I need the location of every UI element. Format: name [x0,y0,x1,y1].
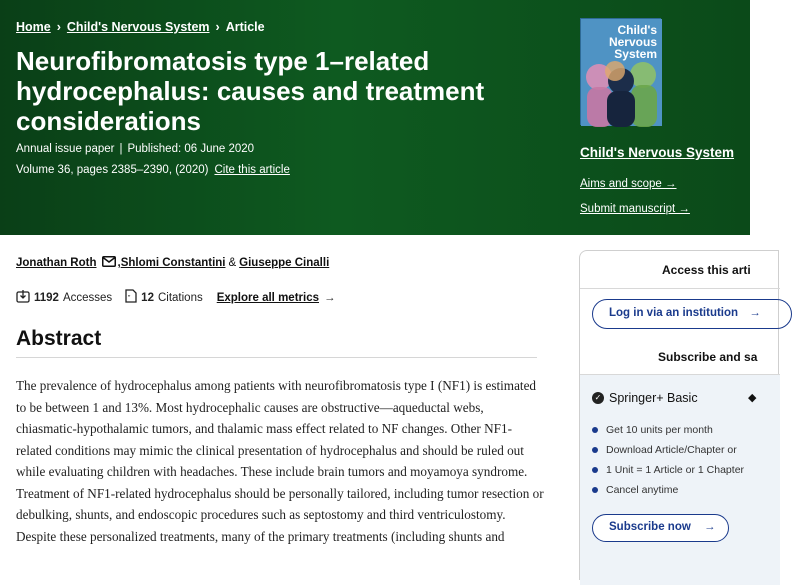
article-header [0,0,750,235]
breadcrumb-home-link[interactable]: Home [16,20,51,34]
article-volume-line [16,164,290,176]
published-date: Published: 06 June 2020 [127,143,255,155]
plan-title[interactable] [592,391,698,405]
accesses-label: Accesses [62,291,113,304]
breadcrumb [16,20,265,34]
arrow-right-icon: → [324,291,336,304]
aims-and-scope-link[interactable]: Aims and scope → [580,178,677,190]
svg-text:”: ” [128,295,131,302]
login-label: Log in via an institution [609,307,739,319]
abstract-heading: Abstract [16,327,102,350]
download-icon [16,289,30,306]
author-link[interactable]: Shlomi Constantini [120,257,226,269]
breadcrumb-journal-link[interactable]: Child's Nervous System [66,20,210,34]
article-title: Neurofibromatosis type 1–related hydrocephalus: causes and treatment considerations [16,46,485,136]
submit-manuscript-link[interactable]: Submit manuscript → [580,203,690,215]
access-sidebar [579,250,779,580]
institution-login-button[interactable] [592,299,792,329]
journal-cover-image[interactable] [580,18,661,125]
access-heading: Access this arti [662,263,751,277]
list-item: Download Article/Chapter or [592,440,744,460]
breadcrumb-separator: › [215,20,220,34]
article-meta [16,143,254,155]
chevron-icon[interactable]: ◆ [748,392,757,404]
subscribe-label: Subscribe now [609,521,691,533]
check-circle-icon: ✓ [592,392,604,404]
article-type: Annual issue paper [16,143,115,155]
author-separator: & [228,257,237,269]
subscribe-heading: Subscribe and sa [658,350,758,364]
plan-features [592,420,744,500]
abstract-text: The prevalence of hydrocephalus among patients with neurofibromatosis type I (NF1) is estimated to be between 1 and 13%. Most hydrocephalic causes are obstructive—aqueductal webs, chiasmatic-hypothalamic tumors, and thalamic mass effect related to NF changes. Other NF1-related conditions may mimic the clinical presentation of hydrocephalus and should be ruled out while evaluating children with headaches. These include brain tumors and moyamoya syndrome. Treatment of NF1-related hydrocephalus should be personally tailored, including tumor resection or debulking, shunts, and endoscopic procedures such as septostomy and third ventriculostomy. Despite these personalized treatments, many of the primary treatments (including shunts and [16,378,544,544]
article-metrics [16,289,336,306]
citations-label: Citations [157,291,203,304]
subscription-plan-card [580,375,780,585]
plan-name: Springer+ Basic [609,391,698,405]
list-item: Get 10 units per month [592,420,744,440]
subscribe-now-button[interactable] [592,514,729,542]
accesses-count: 1192 [34,291,59,304]
meta-divider: | [119,143,123,155]
list-item: 1 Unit = 1 Article or 1 Chapter [592,460,744,480]
divider [16,357,537,358]
author-list [16,256,329,270]
arrow-right-icon: → [704,521,716,533]
breadcrumb-current: Article [225,20,265,34]
subscribe-heading-bar [580,337,780,375]
citations-count: 12 [141,291,154,304]
cite-article-link[interactable]: Cite this article [214,164,290,176]
volume-pages: Volume 36, pages 2385–2390, (2020) [16,164,209,176]
access-heading-bar [580,251,780,289]
author-link[interactable]: Jonathan Roth [16,257,97,269]
arrow-right-icon: → [749,307,761,319]
cover-title: Child's Nervous System [608,23,657,61]
journal-name-link[interactable]: Child's Nervous System [580,145,735,160]
breadcrumb-separator: › [56,20,61,34]
envelope-icon[interactable] [102,256,116,270]
quote-icon [124,289,137,306]
list-item: Cancel anytime [592,480,744,500]
explore-metrics-link[interactable]: Explore all metrics [216,291,319,304]
author-separator: , [117,257,121,269]
author-link[interactable]: Giuseppe Cinalli [239,257,330,269]
